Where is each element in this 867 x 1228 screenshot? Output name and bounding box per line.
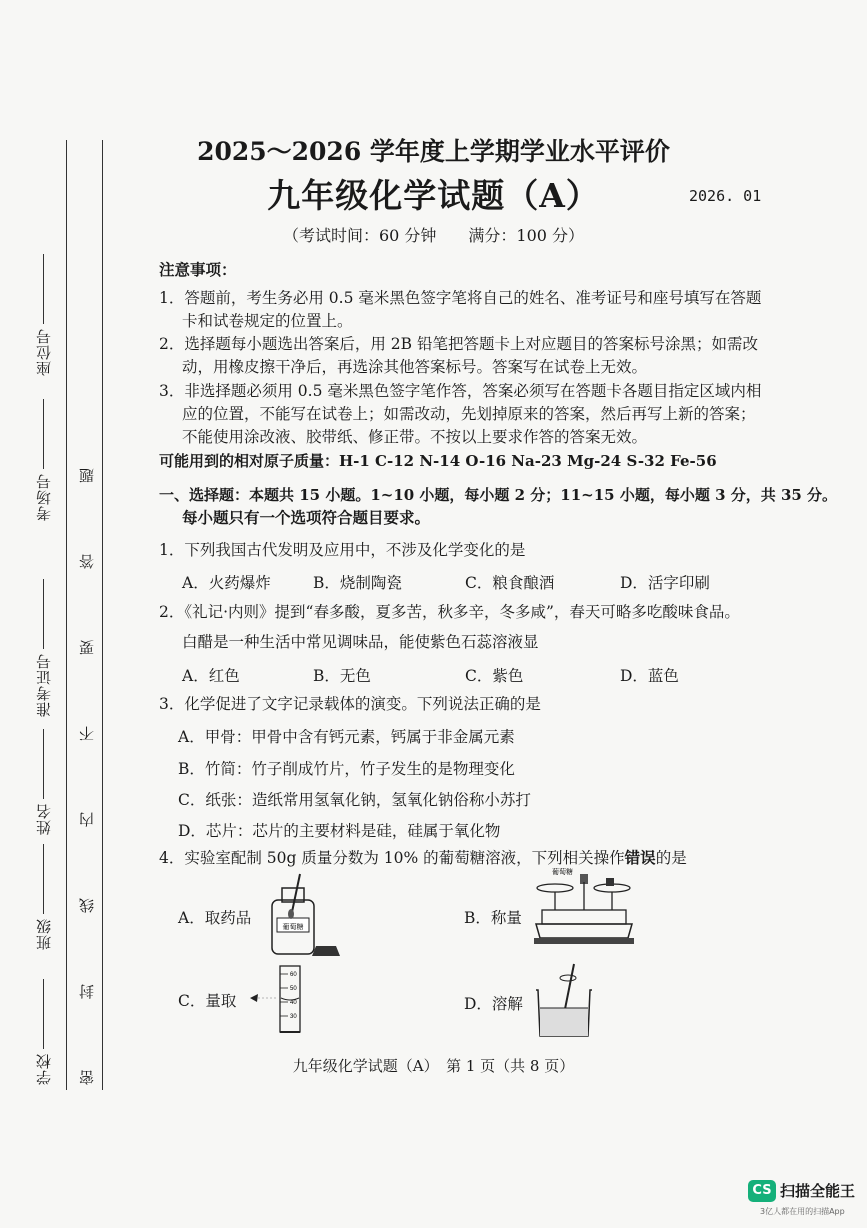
school-label: 学校: [35, 1053, 53, 1085]
cylinder-mark-30: 30: [290, 1014, 297, 1020]
notice-item-3-cont: 应的位置，不能写在试卷上；如需改动，先划掉原来的答案，然后再写上新的答案；: [182, 405, 756, 423]
cylinder-mark-50: 50: [290, 986, 297, 992]
question-2-stem-cont: 白醋是一种生活中常见调味品，能使紫色石蕊溶液显: [182, 633, 539, 651]
question-4-emphasis: 错误: [624, 848, 656, 867]
exam-room-field[interactable]: [33, 395, 54, 521]
question-1-option-c[interactable]: C．粮食酿酒: [465, 574, 555, 592]
seat-number-label: 座位号: [35, 328, 53, 376]
exam-room-label: 考场号: [35, 473, 53, 521]
notice-item-3-cont2: 不能使用涂改液、胶带纸、修正带。不按以上要求作答的答案无效。: [182, 428, 648, 446]
page-title: 九年级化学试题（A）: [267, 176, 600, 215]
binding-line-outer: [66, 140, 67, 1090]
name-label: 姓名: [35, 803, 53, 835]
admission-number-field[interactable]: [33, 575, 54, 717]
question-2-option-d[interactable]: D．蓝色: [620, 667, 679, 685]
question-2-option-c[interactable]: C．紫色: [465, 667, 524, 685]
figure-weigh-balance: [530, 862, 640, 962]
notice-item-2-cont: 动，用橡皮擦干净后，再选涂其他答案标号。答案写在试卷上无效。: [182, 358, 648, 376]
page-footer: 九年级化学试题（A） 第 1 页（共 8 页）: [292, 1057, 575, 1075]
admission-number-label: 准考证号: [35, 653, 53, 717]
question-3-stem: 3．化学促进了文字记录载体的演变。下列说法正确的是: [159, 695, 541, 713]
figure-take-reagent: [262, 872, 342, 962]
binding-line-inner: [102, 140, 103, 1090]
cylinder-mark-60: 60: [290, 972, 297, 978]
exam-term-heading: 2025～2026 学年度上学期学业水平评价: [197, 137, 670, 166]
atomic-masses: 可能用到的相对原子质量：H-1 C-12 N-14 O-16 Na-23 Mg-24 S-32 Fe-56: [159, 452, 717, 470]
section-heading: 一、选择题：本题共 15 小题。1~10 小题，每小题 2 分；11~15 小题，每小题 3 分，共 35 分。: [159, 486, 838, 504]
figure-dissolve-beaker: [530, 962, 600, 1042]
question-2-stem: 2．《礼记·内则》提到“春多酸，夏多苦，秋多辛，冬多咸”，春天可略多吃酸味食品。: [159, 603, 740, 621]
figure-balance-label: 葡萄糖: [552, 868, 573, 876]
camscanner-logo: CS: [748, 1180, 776, 1202]
figure-bottle-label: 葡萄糖: [282, 923, 304, 931]
question-4-stem: 4．实验室配制 50g 质量分数为 10% 的葡萄糖溶液，下列相关操作错误的是: [159, 848, 687, 867]
question-3-option-a[interactable]: A．甲骨：甲骨中含有钙元素，钙属于非金属元素: [178, 728, 515, 746]
question-3-option-c[interactable]: C．纸张：造纸常用氢氧化钠，氢氧化钠俗称小苏打: [178, 791, 531, 809]
seat-number-field[interactable]: [33, 250, 54, 376]
name-field[interactable]: [33, 725, 54, 835]
question-4-option-d[interactable]: D．溶解: [464, 995, 523, 1013]
question-1-stem: 1．下列我国古代发明及应用中，不涉及化学变化的是: [159, 541, 526, 559]
question-1-option-d[interactable]: D．活字印刷: [620, 574, 710, 592]
question-2-option-a[interactable]: A．红色: [182, 667, 240, 685]
question-1-option-b[interactable]: B．烧制陶瓷: [313, 574, 402, 592]
camscanner-tagline: 3亿人都在用的扫描App: [760, 1207, 845, 1216]
figure-measure-cylinder: [248, 966, 308, 1036]
question-2-option-b[interactable]: B．无色: [313, 667, 371, 685]
camscanner-name: 扫描全能王: [780, 1182, 856, 1200]
class-label: 班级: [35, 918, 53, 950]
cylinder-mark-40: 40: [290, 1000, 297, 1006]
exam-date: 2026. 01: [689, 187, 762, 205]
question-4-option-a[interactable]: A．取药品: [178, 909, 252, 927]
notice-heading: 注意事项：: [159, 260, 237, 279]
notice-item-3: 3．非选择题必须用 0.5 毫米黑色签字笔作答，答案必须写在答题卡各题目指定区域内相: [159, 382, 762, 400]
question-3-option-d[interactable]: D．芯片：芯片的主要材料是硅，硅属于氧化物: [178, 822, 501, 840]
notice-item-2: 2．选择题每小题选出答案后，用 2B 铅笔把答题卡上对应题目的答案标号涂黑；如需改: [159, 335, 758, 353]
exam-info: （考试时间：60 分钟 满分：100 分）: [282, 226, 585, 245]
question-4-option-c[interactable]: C．量取: [178, 992, 237, 1010]
question-4-option-b[interactable]: B．称量: [464, 909, 522, 927]
question-3-option-b[interactable]: B．竹简：竹子削成竹片，竹子发生的是物理变化: [178, 760, 515, 778]
notice-item-1-cont: 卡和试卷规定的位置上。: [182, 312, 353, 330]
class-field[interactable]: [33, 840, 54, 950]
section-heading-cont: 每小题只有一个选项符合题目要求。: [182, 508, 431, 527]
seal-line-notice: 密 封 线 内 不 要 答 题: [78, 440, 96, 1085]
question-1-option-a[interactable]: A．火药爆炸: [182, 574, 271, 592]
notice-item-1: 1．答题前，考生务必用 0.5 毫米黑色签字笔将自己的姓名、准考证号和座号填写在答题: [159, 289, 762, 307]
